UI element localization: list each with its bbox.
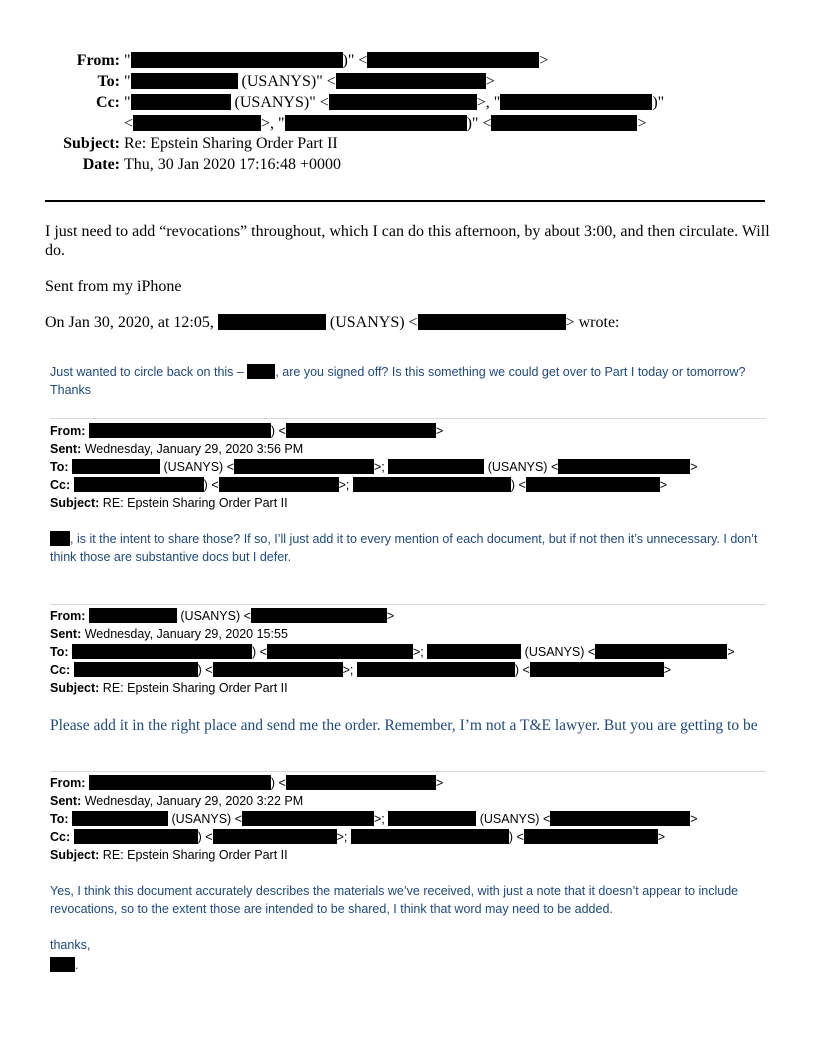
redaction [50,531,70,546]
header-divider [45,200,765,202]
redaction [526,477,660,492]
redaction [524,829,658,844]
header-cc-continued: < >, " )" < > [124,115,647,132]
redaction [367,52,539,68]
redaction [219,477,339,492]
redaction [74,477,204,492]
redaction [74,829,198,844]
date-value: Thu, 30 Jan 2020 17:16:48 +0000 [124,156,342,173]
date-label: Date: [82,156,120,173]
reply-attribution: On Jan 30, 2020, at 12:05, (USANYS) < > wrote: [45,314,620,331]
redaction [500,94,652,110]
redaction [357,662,515,677]
quoted-message-body: Just wanted to circle back on this – , are you signed off? Is this something we could get over to Part I today or tomorrow? Thanks [50,365,746,397]
subject-value: Re: Epstein Sharing Order Part II [124,135,338,152]
subject-label: Subject: [63,135,120,152]
redaction [74,662,198,677]
redaction [89,775,271,790]
quoted-header: From: ) < > Sent: Wednesday, January 29, 2020 3:56 PM To: (USANYS) < >; (USANYS) < > Cc: ) < >; ) < > Subject: RE: Epstein Sharing Order Part II [50,424,698,510]
redaction [388,459,484,474]
redaction [558,459,690,474]
redaction [336,73,486,89]
redaction [234,459,374,474]
header-from-row [0,52,816,73]
redaction [418,314,566,330]
to-value: " (USANYS)" < > [124,73,495,90]
redaction [72,811,168,826]
message-separator [50,771,766,772]
redaction [133,115,261,131]
redaction [89,423,271,438]
redaction [353,477,511,492]
quoted-header: From: ) < > Sent: Wednesday, January 29, 2020 3:22 PM To: (USANYS) < >; (USANYS) < > Cc: ) < >; ) < > Subject: RE: Epstein Sharing Order Part II [50,776,698,862]
redaction [491,115,637,131]
header-subject-row [0,135,816,156]
redaction [89,608,177,623]
redaction [213,662,343,677]
quoted-header: From: (USANYS) < > Sent: Wednesday, January 29, 2020 15:55 To: ) < >; (USANYS) < > Cc: ) < >; ) < > Subject: RE: Epstein Sharing Order Part II [50,609,735,695]
cc-value: " (USANYS)" < >, " )" [124,94,665,111]
quoted-closing: thanks, [50,938,91,952]
redaction [286,423,436,438]
header-to-row [0,73,816,94]
signature: Sent from my iPhone [45,278,182,295]
redaction [242,811,374,826]
redaction [218,314,326,330]
quoted-message-body: Please add it in the right place and send me the order. Remember, I’m not a T&E lawyer. But you are getting to be [50,717,758,734]
email-header [0,52,816,177]
message-body: I just need to add “revocations” throughout, which I can do this afternoon, by about 3:00, and then circulate. Will do. [45,223,770,259]
message-separator [50,604,766,605]
to-label: To: [97,73,120,90]
redaction [286,775,436,790]
redaction [595,644,727,659]
redaction [267,644,413,659]
header-date-row [0,156,816,177]
redaction [247,364,275,379]
cc-label: Cc: [96,94,120,111]
redaction [329,94,477,110]
redaction [131,73,238,89]
redaction [251,608,387,623]
from-value: " )" < > [124,52,549,69]
redaction [213,829,337,844]
from-label: From: [76,52,120,69]
message-separator [50,418,766,419]
quoted-signoff: . [50,956,770,974]
redaction [427,644,521,659]
redaction [131,52,343,68]
quoted-message-body: , is it the intent to share those? If so, I’ll just add it to every mention of each document, but if not then it’s unnecessary. I don’t think those are substantive docs but I defer. [50,532,758,564]
redaction [50,957,75,972]
quoted-message-body: Yes, I think this document accurately describes the materials we’ve received, with just a note that it doesn’t appear to include revocations, so to the extent those are intended to be shared, I think that word may need to be added. [50,884,739,916]
redaction [131,94,231,110]
redaction [285,115,467,131]
redaction [351,829,509,844]
header-cc-row [0,94,816,115]
redaction [72,644,252,659]
redaction [72,459,160,474]
redaction [530,662,664,677]
redaction [388,811,476,826]
redaction [550,811,690,826]
